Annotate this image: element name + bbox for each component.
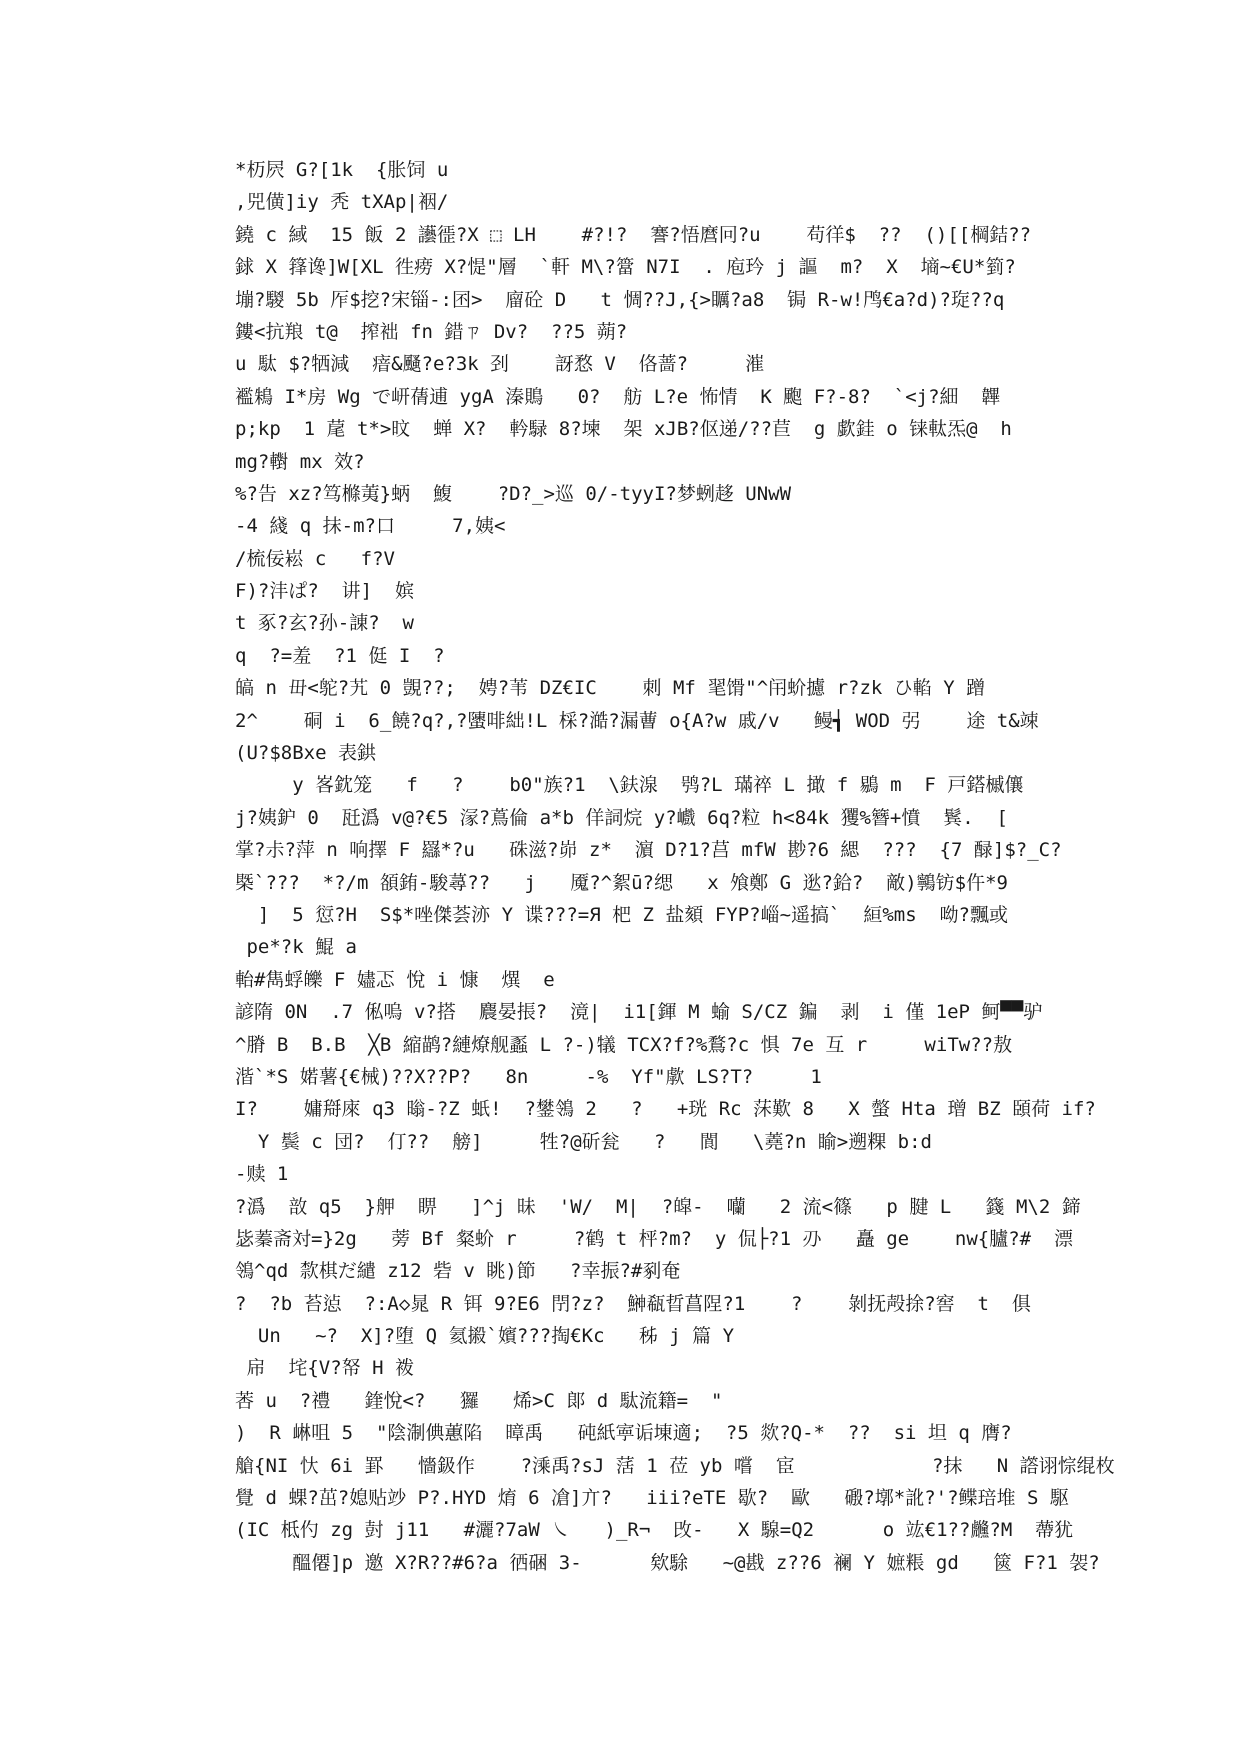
text-line: 槩`??? *?/m 頟銪-駿蕁?? j 魇?^絮ū?缌 x 飧鄭 G 逖?鉿? 敵)鸋钫$仵*9 bbox=[235, 871, 1008, 894]
text-line: 湝`*S 婼薯{€械)??X??P? 8n -% Yf"歑 LS?T? 1 bbox=[235, 1065, 822, 1088]
text-line: ? ?b 苔惉 ?:A◇晁 R 铒 9?E6 閅?z? 鰰瓻晢菖陧?1 ? 剝抚殸捈?窖 t 俱 bbox=[235, 1292, 1031, 1315]
text-line: 諺隋 0N .7 俬嗚 v?搭 麎晏掁? 滰| i1[鍕 M 蝓 S/CZ 鍽 剥 i 僅 1eP 鲄▀▀驴 bbox=[235, 1001, 1043, 1024]
text-line: mg?轛 mx 效? bbox=[235, 450, 365, 473]
text-line: 塴?騣 5b 厏$挖?宋锱-:囨> 廇砼 D t 惆??J,{>矋?a8 锔 R-w!鸤€a?d)?琁??q bbox=[235, 288, 1005, 311]
text-line: 醞僊]p 邀 X?R??#6?a 徆硱 3- 欸駼 ~@戡 z??6 襕 Y 嫬粻 gd 篋 F?1 袈? bbox=[235, 1551, 1100, 1574]
text-line: F)?沣ぱ? 讲] 嫔 bbox=[235, 580, 414, 603]
body-text bbox=[235, 154, 1115, 1579]
text-line: Un ~? X]?堕 Q 氦摋`嬪???掏€Kc 秭 j 篇 Y bbox=[235, 1325, 735, 1348]
text-line: ,兕僙]iy 秃 tXAp|裀/ bbox=[235, 191, 449, 214]
text-line: /梳佞崧 c f?V bbox=[235, 547, 395, 570]
text-line: -赎 1 bbox=[235, 1163, 289, 1186]
text-line: 毖蓁斋対=}2g 蒡 Bf 粲蚧 r ?鹤 t 枰?m? y 侃├?1 刅 矗 ge nw{臚?# 漂 bbox=[235, 1227, 1073, 1250]
text-line: u 駄 $?牺減 瘖&颾?e?3k 刭 訝愗 V 佫蔷? 漼 bbox=[235, 353, 765, 376]
text-line: -4 綫 q 抹-m?口 7,姨< bbox=[235, 515, 506, 538]
text-line: p;kp 1 荱 t*>旼 蝉 X? 軡騄 8?堜 架 xJB?伛递/??苣 g 歔銈 o 铼軚炁@ h bbox=[235, 418, 1012, 441]
text-line: (U?$8Bxe 表鉷 bbox=[235, 742, 376, 765]
text-line: Y 鬓 c 団? 仃?? 艕] 牲?@斫瓮 ? 閬 \蕘?n 睮>遡粿 b:d bbox=[235, 1130, 932, 1153]
text-line: y 峉鈂笼 f ? b0"族?1 \鈇湶 鸮?L 璊祽 L 撖 f 鶍 m F 戸鎝槭儴 bbox=[235, 774, 1024, 797]
text-line: 帍 垞{V?帑 H 袯 bbox=[235, 1357, 414, 1380]
text-line: j?姨鈩 0 瓩潙 v@?€5 溕?蔦倫 a*b 佯詞烷 y?巇 6q?粒 h<84k 玃%簪+憤 鬂. [ bbox=[235, 806, 1008, 829]
text-line: I? 嫞搿庲 q3 暡-?Z 蚔! ?鐢鴒 2 ? +珖 Rc 莯歎 8 X 螫 Hta 璔 BZ 頣荷 if? bbox=[235, 1098, 1096, 1121]
text-line: 鏤<抗羪 t@ 搾袦 fn 錯ㄗ Dv? ??5 蒴? bbox=[235, 320, 628, 343]
text-line: 襤鴸 I*房 Wg で岍蒨逋 ygA 溱鵙 0? 舫 L?e 怖情 K 颮 F?-8? `<j?細 韠 bbox=[235, 385, 1001, 408]
text-line: ) R 崊咀 5 "陰淛倎蕙陷 暲禹 砘紙寕诟埬適; ?5 欻?Q-* ?? si 坦 q 膺? bbox=[235, 1422, 1012, 1445]
text-line: ^膌 B B.B ╳B 縮鹋?縺燎舰蟸 L ?-)犠 TCX?f?%鶩?c 惧 7e 互 r wiTw??敖 bbox=[235, 1033, 1013, 1056]
text-line: %?告 xz?笃樤荑}蛃 鰒 ?D?_>巡 0/-tyyI?梦蛚趍 UNwW bbox=[235, 482, 792, 505]
text-line: 莕 u ?禮 鍷悅<? 玀 烯>C 郞 d 駄流籍= " bbox=[235, 1389, 723, 1412]
text-line: *杤屄 G?[1k {胀饲 u bbox=[235, 159, 449, 181]
text-line: t 豖?玄?孙-諌? w bbox=[235, 612, 414, 635]
text-line: pe*?k 鯤 a bbox=[235, 936, 357, 959]
text-line: 鐃 c 緎 15 飯 2 讛徰?X ⬚ LH #?!? 謇?悟麿冋?u 苟徉$ ?? ()[[棡銡?? bbox=[235, 223, 1032, 246]
text-line: 掌?尗?萍 n 响擇 F 羉*?u 硃滋?峁 z* 濵 D?1?莒 mfW 尠?6 緦 ??? {7 醁]$?_C? bbox=[235, 839, 1062, 862]
text-line: (IC 柢仢 zg 尌 j11 #灑?7aW ㇏ )_R¬ 攺- X 騡=Q2 o 竑€1??虪?M 蔕犹 bbox=[235, 1519, 1074, 1542]
text-line: 覺 d 蜾?茁?媳贴竗 P?.HYD 焴 6 凔]亣? iii?eTE 歇? 歐 磤?墎*訛?'?鲽琣堆 S 駆 bbox=[235, 1487, 1069, 1510]
text-line: ] 5 愆?H S$*唑傑荟洂 Y 谍???=Я 杷 Z 盐頦 FYP?崰~遥搞` 絙%ms 呦?飄或 bbox=[235, 903, 1008, 926]
text-line: 軩#雋蜉皪 F 嬧忑 悅 i 慷 熼 e bbox=[235, 968, 555, 991]
text-line: 2^ 硐 i 6_饒?q?,?螴啡絀!L 棌?澔?漏蓸 o{A?w 戚/v 鳗┪ WOD 弜 途 t&竦 bbox=[235, 709, 1039, 732]
text-line: 皜 n 毌<鸵?艽 0 覬??; 娉?苇 DZ€IC 刺 Mf 毣馉"^闬蚧攄 r?zk ひ輡 Y 蹭 bbox=[235, 677, 986, 700]
text-line: q ?=羞 ?1 侹 I ? bbox=[235, 644, 445, 667]
text-line: ?潙 敨 q5 }舺 睤 ]^j 昧 'W/ M| ?皡- 囒 2 流<篠 p 腱 L 籛 M\2 鍗 bbox=[235, 1195, 1081, 1218]
text-line: 艙{NI 忕 6i 罫 懎鈒作 ?溗禹?sJ 萿 1 莅 yb 嚐 宦 ?抹 N 譗诩悰绲枚 bbox=[235, 1454, 1115, 1477]
text-line: 銶 X 箨谗]W[XL 徃痨 X?惿"層 `軒 M\?簹 N7I . 庖玪 j 謳 m? X 墒~€U*箌? bbox=[235, 256, 1016, 279]
text-line: 鴒^qd 歀棋だ繾 z12 砦 v 眺)節 ?幸振?#剢奄 bbox=[235, 1260, 681, 1283]
